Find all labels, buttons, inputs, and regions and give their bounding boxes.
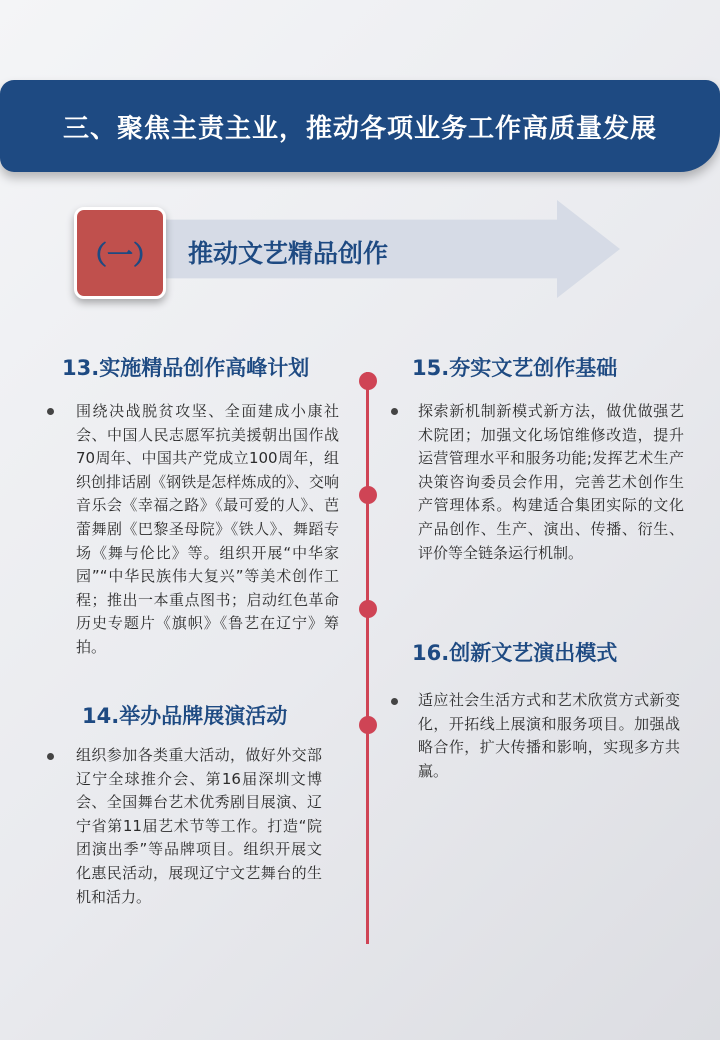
bullet-icon — [47, 753, 54, 760]
bullet-icon — [391, 408, 398, 415]
bullet-icon — [391, 698, 398, 705]
timeline-dot — [359, 600, 377, 618]
section-title-16: 16.创新文艺演出模式 — [412, 641, 618, 665]
section-title-13: 13.实施精品创作高峰计划 — [62, 356, 310, 380]
timeline-dot — [359, 716, 377, 734]
subsection-number: （一） — [80, 240, 159, 271]
section-title-15: 15.夯实文艺创作基础 — [412, 356, 618, 380]
section-banner — [0, 80, 720, 172]
banner-title: 三、聚焦主责主业，推动各项业务工作高质量发展 — [62, 113, 657, 144]
timeline-line — [366, 372, 369, 944]
subsection-number-box — [74, 207, 166, 299]
section-text-15: 探索新机制新模式新方法，做优做强艺术院团；加强文化场馆维修改造，提升运营管理水平和服务功能;发挥艺术生产决策咨询委员会作用，完善艺术创作生产管理体系。构建适合集团实际的文化产品创作、生产、演出、传播、衍生、评价等全链条运行机制。 — [418, 402, 684, 562]
section-text-13: 围绕决战脱贫攻坚、全面建成小康社会、中国人民志愿军抗美援朝出国作战70周年、中国共产党成立100周年，组织创排话剧《钢铁是怎样炼成的》、交响音乐会《幸福之路》《最可爱的人》、芭蕾舞剧《巴黎圣母院》《铁人》、舞蹈专场《舞与伦比》等。组织开展“中华家园”“中华民族伟大复兴”等美术创作工程；推出一本重点图书；启动红色革命历史专题片《旗帜》《鲁艺在辽宁》筹拍。 — [76, 402, 339, 656]
bullet-icon — [47, 408, 54, 415]
timeline-dot — [359, 486, 377, 504]
subsection-title: 推动文艺精品创作 — [188, 239, 389, 268]
section-text-16: 适应社会生活方式和艺术欣赏方式新变化，开拓线上展演和服务项目。加强战略合作，扩大传播和影响，实现多方共赢。 — [418, 691, 680, 780]
section-title-14: 14.举办品牌展演活动 — [82, 704, 288, 728]
timeline-dot — [359, 372, 377, 390]
section-text-14: 组织参加各类重大活动，做好外交部辽宁全球推介会、第16届深圳文博会、全国舞台艺术优秀剧目展演、辽宁省第11届艺术节等工作。打造“院团演出季”等品牌项目。组织开展文化惠民活动，展现辽宁文艺舞台的生机和活力。 — [76, 746, 322, 906]
